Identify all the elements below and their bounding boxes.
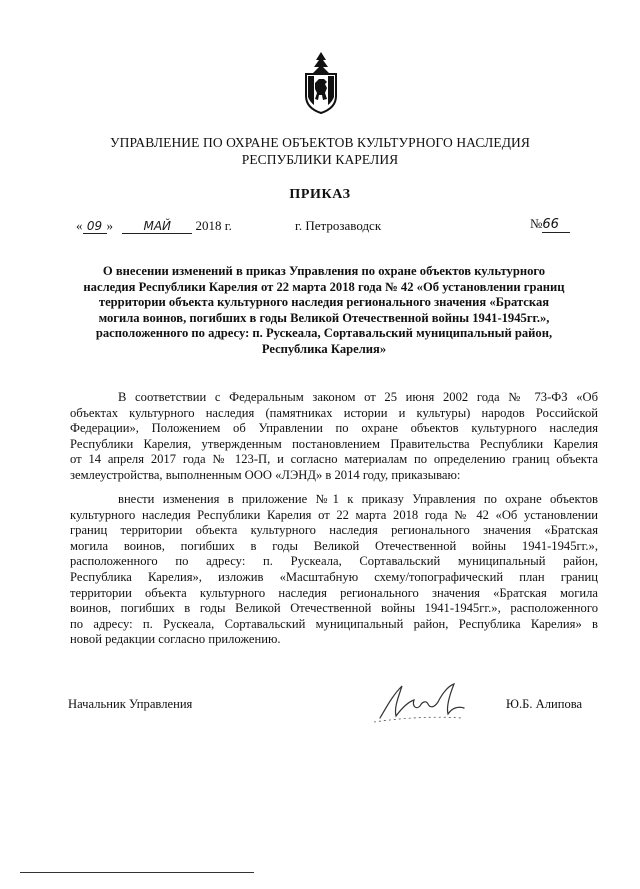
document-type-title: ПРИКАЗ xyxy=(289,187,351,202)
paragraph-line: могила воинов, погибших в годы Великой Отечественной войны 1941-1945гг.», xyxy=(70,538,598,553)
signer-name: Ю.Б. Алипова xyxy=(506,697,583,711)
paragraph-line: В соответствии с Федеральным законом от 25 июня 2002 года № 73-ФЗ «Об xyxy=(118,390,598,404)
paragraph-line: Республика Карелия», изложив «Масштабную схему/топографический план границ xyxy=(70,569,598,584)
coat-of-arms-icon xyxy=(302,52,340,114)
subject-line: расположенного по адресу: п. Рускеала, Сортавальский муниципальный район, xyxy=(95,326,553,341)
organization-line: РЕСПУБЛИКИ КАРЕЛИЯ xyxy=(241,152,399,167)
paragraph-line: Республики Карелия, утвержденным постановлением Правительства Республики Карелия xyxy=(70,436,598,451)
order-number xyxy=(530,216,570,233)
paragraph-line: от 14 апреля 2017 года № 123-П, и согласно материалам по определению границ объекта xyxy=(70,452,598,467)
order-city: г. Петрозаводск xyxy=(295,218,382,233)
paragraph-line: новой редакции согласно приложению. xyxy=(70,632,281,647)
paragraph-line: культурного наследия Республики Карелия от 22 марта 2018 года № 42 «Об установлении xyxy=(70,507,598,522)
preamble-paragraph xyxy=(70,390,598,484)
date-close-quote: » xyxy=(106,218,113,233)
paragraph-line: землеустройства, выполненным ООО «ЛЭНД» в 2014 году, приказываю: xyxy=(70,467,461,482)
date-month-value: МАЙ xyxy=(143,219,172,233)
subject-line: Республика Карелия» xyxy=(261,341,387,356)
date-day xyxy=(83,219,107,234)
order-number-value: 66 xyxy=(542,217,570,233)
number-sign: № xyxy=(530,216,543,231)
subject-line: О внесении изменений в приказ Управления по охране объектов культурного xyxy=(102,264,546,278)
paragraph-line: объектах культурного наследия (памятниках истории и культуры) народов Российской xyxy=(70,405,598,420)
organization-line: УПРАВЛЕНИЕ ПО ОХРАНЕ ОБЪЕКТОВ КУЛЬТУРНОГО НАСЛЕДИЯ xyxy=(110,135,530,150)
paragraph-line: территории объекта культурного наследия регионального значения «Братская могила xyxy=(70,585,598,600)
date-year: 2018 г. xyxy=(195,218,232,233)
footer-divider xyxy=(20,872,254,873)
signer-position: Начальник Управления xyxy=(68,697,193,711)
subject-line: наследия Республики Карелия от 22 марта 2018 года № 42 «Об установлении границ xyxy=(83,279,565,294)
paragraph-line: расположенного по адресу: п. Рускеала, Сортавальский муниципальный район, xyxy=(70,554,598,569)
paragraph-line: границ территории объекта культурного наследия регионального значения «Братская xyxy=(70,523,598,538)
paragraph-line: Федерации», Положением об Управлении по охране объектов культурного наследия xyxy=(70,421,598,436)
paragraph-line: по адресу: п. Рускеала, Сортавальский муниципальный район, Республика Карелия» в xyxy=(70,616,598,631)
organization-name xyxy=(40,134,600,168)
paragraph-line: внести изменения в приложение №1 к приказу Управления по охране объектов xyxy=(118,492,598,506)
subject-line: территории объекта культурного наследия регионального значения «Братская xyxy=(98,295,550,310)
order-body-paragraph xyxy=(70,492,598,648)
order-date xyxy=(76,218,232,234)
subject-line: могила воинов, погибших в годы Великой Отечественной войны 1941-1945гг.», xyxy=(98,310,550,325)
handwritten-signature-icon xyxy=(372,678,472,724)
date-open-quote: « xyxy=(76,218,83,233)
date-month xyxy=(122,219,192,234)
paragraph-line: воинов, погибших в годы Великой Отечественной войны 1941-1945гг.», расположенного xyxy=(70,601,598,616)
date-day-value: 09 xyxy=(86,219,103,233)
order-subject xyxy=(74,264,574,358)
